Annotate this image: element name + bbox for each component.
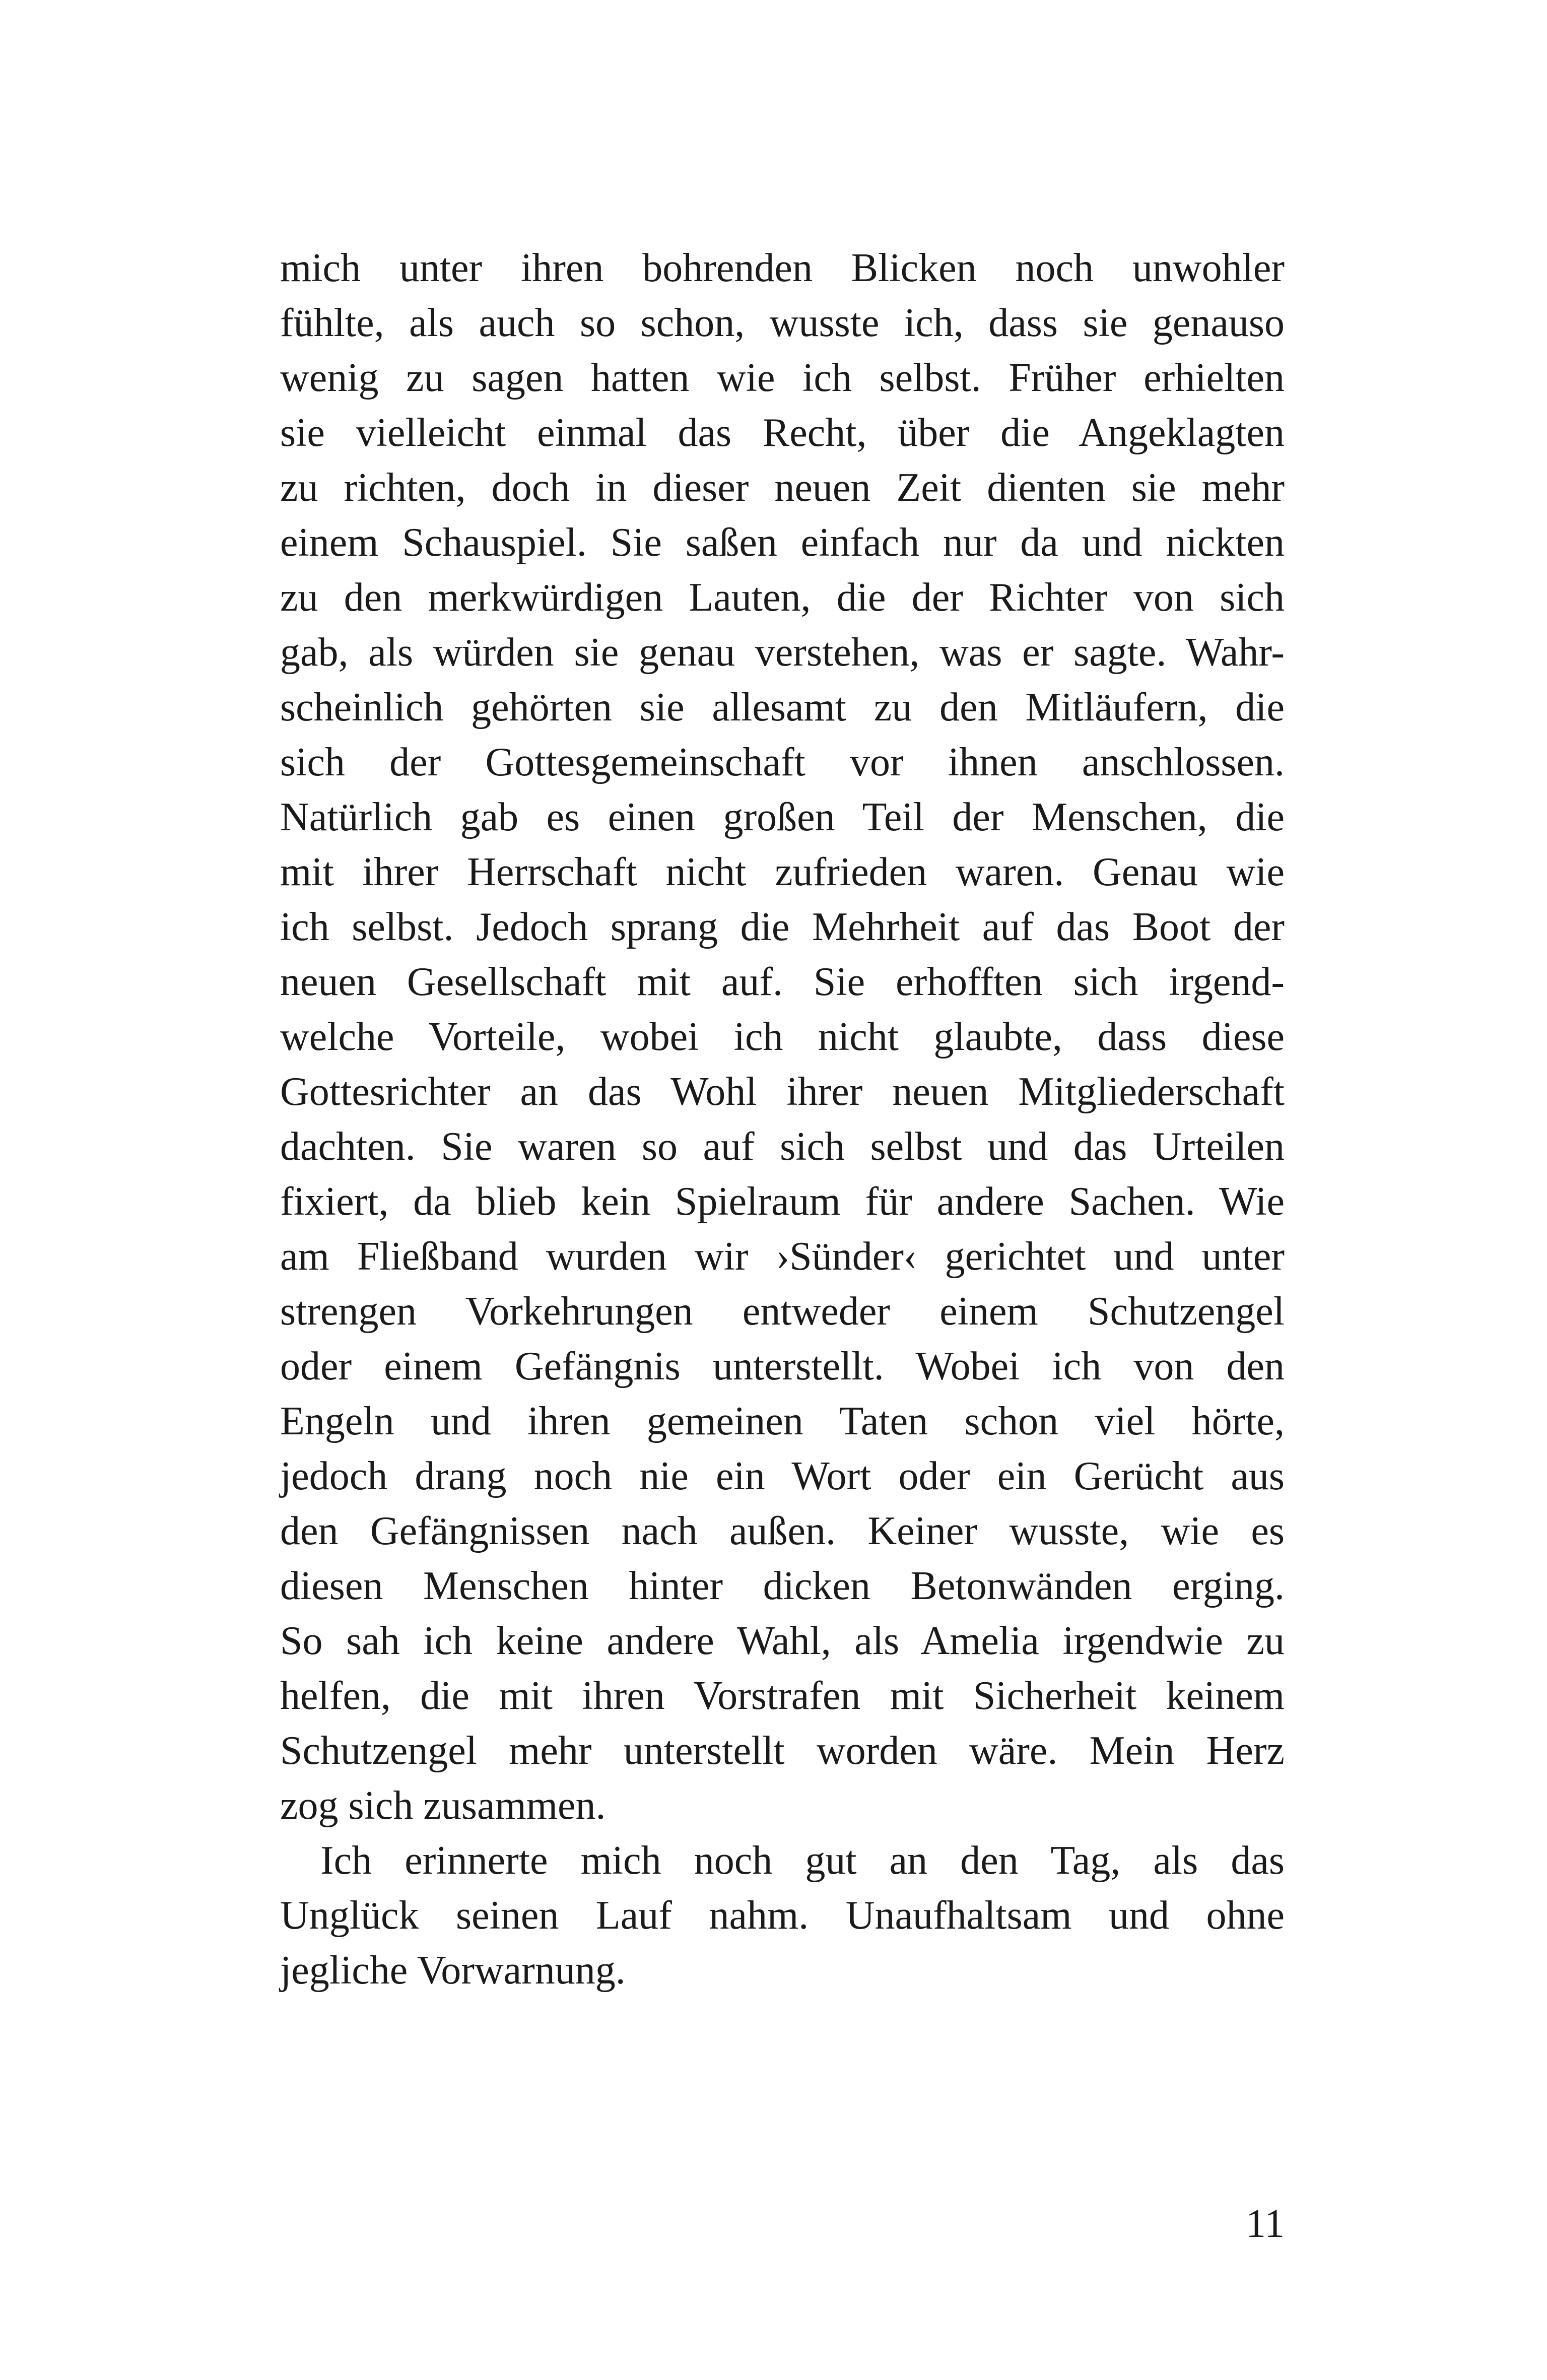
page-number: 11 [1245, 2202, 1285, 2246]
text-line: welche Vorteile, wobei ich nicht glaubte, dass diese [280, 1015, 1285, 1059]
text-line: diesen Menschen hinter dicken Betonwänden erging. [280, 1564, 1285, 1608]
text-line: sich der Gottesgemeinschaft vor ihnen anschlossen. [280, 740, 1285, 784]
text-line: So sah ich keine andere Wahl, als Amelia irgendwie zu [280, 1619, 1285, 1663]
paragraph [280, 1833, 1285, 1998]
body-text [280, 241, 1285, 1998]
text-line: Engeln und ihren gemeinen Taten schon viel hörte, [280, 1399, 1285, 1443]
text-line: sie vielleicht einmal das Recht, über die Angeklagten [280, 411, 1285, 455]
text-line: helfen, die mit ihren Vorstrafen mit Sicherheit keinem [280, 1674, 1285, 1718]
text-line: mich unter ihren bohrenden Blicken noch unwohler [280, 246, 1285, 290]
text-line: Ich erinnerte mich noch gut an den Tag, als das [320, 1838, 1285, 1883]
text-line: zu den merkwürdigen Lauten, die der Richter von sich [280, 575, 1285, 620]
text-line: gab, als würden sie genau verstehen, was er sagte. Wahr- [280, 630, 1285, 675]
text-line: wenig zu sagen hatten wie ich selbst. Früher erhielten [280, 356, 1285, 400]
text-line: oder einem Gefängnis unterstellt. Wobei ich von den [280, 1344, 1285, 1389]
text-line: Unglück seinen Lauf nahm. Unaufhaltsam und ohne [280, 1893, 1285, 1938]
text-line: fixiert, da blieb kein Spielraum für andere Sachen. Wie [280, 1179, 1285, 1224]
text-line: mit ihrer Herrschaft nicht zufrieden waren. Genau wie [280, 850, 1285, 894]
text-line: jedoch drang noch nie ein Wort oder ein Gerücht aus [280, 1454, 1285, 1498]
text-line: zu richten, doch in dieser neuen Zeit dienten sie mehr [280, 466, 1285, 510]
text-line: jegliche Vorwarnung. [280, 1948, 626, 1993]
text-line: Natürlich gab es einen großen Teil der Menschen, die [280, 795, 1285, 839]
text-line: strengen Vorkehrungen entweder einem Schutzengel [280, 1289, 1285, 1334]
text-line: den Gefängnissen nach außen. Keiner wusste, wie es [280, 1509, 1285, 1553]
text-line: fühlte, als auch so schon, wusste ich, dass sie genauso [280, 301, 1285, 345]
text-line: Gottesrichter an das Wohl ihrer neuen Mitgliederschaft [280, 1070, 1285, 1114]
paragraph [280, 241, 1285, 1833]
text-line: Schutzengel mehr unterstellt worden wäre. Mein Herz [280, 1729, 1285, 1773]
text-line: zog sich zusammen. [280, 1783, 606, 1828]
text-line: neuen Gesellschaft mit auf. Sie erhofften sich irgend- [280, 960, 1285, 1004]
text-line: am Fließband wurden wir ›Sünder‹ gerichtet und unter [280, 1234, 1285, 1279]
text-line: ich selbst. Jedoch sprang die Mehrheit auf das Boot der [280, 905, 1285, 949]
text-line: scheinlich gehörten sie allesamt zu den Mitläufern, die [280, 685, 1285, 730]
text-line: einem Schauspiel. Sie saßen einfach nur da und nickten [280, 520, 1285, 565]
text-line: dachten. Sie waren so auf sich selbst und das Urteilen [280, 1125, 1285, 1169]
